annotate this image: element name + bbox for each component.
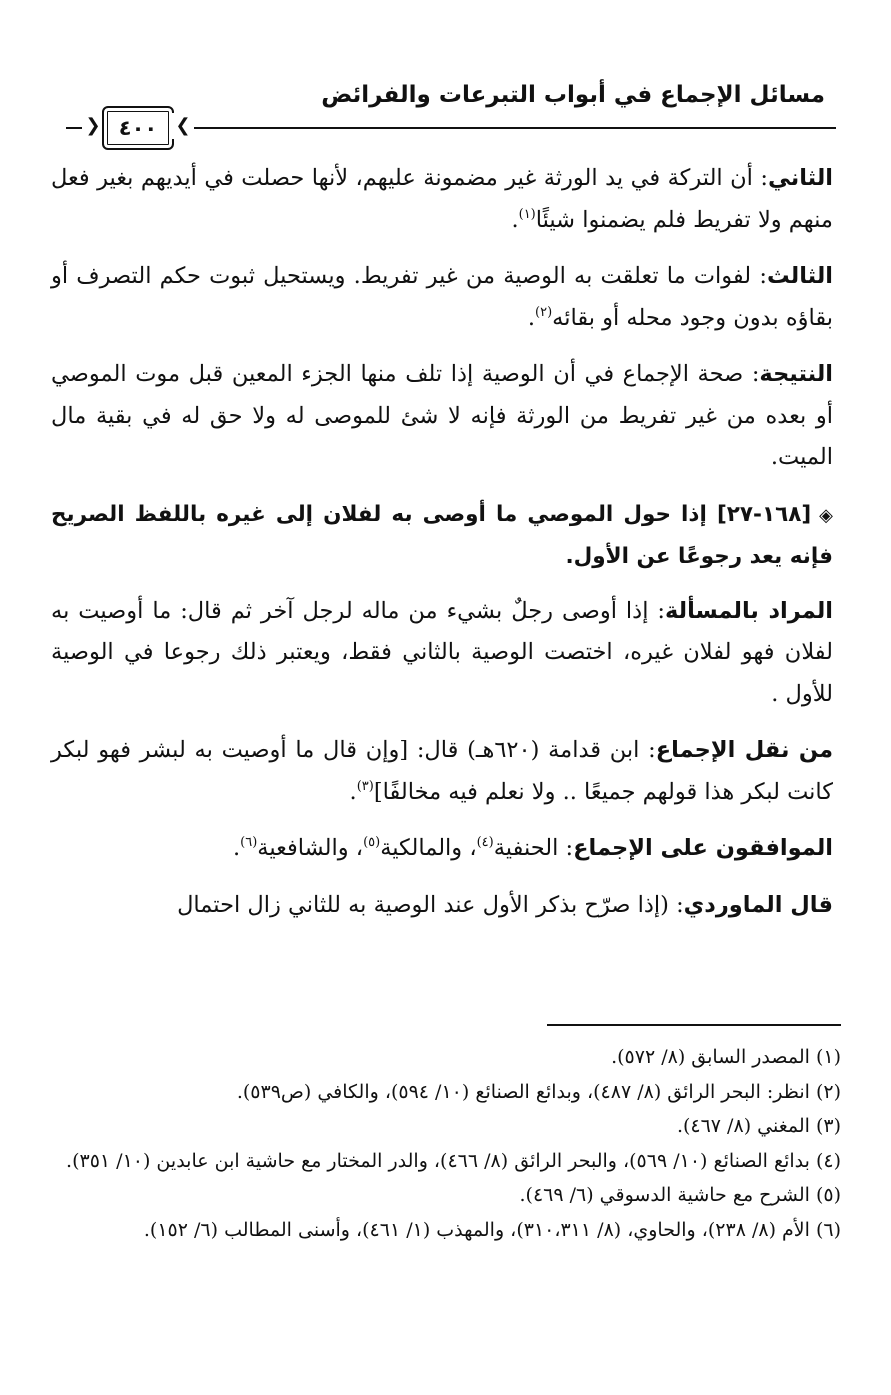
issue-number: [١٦٨-٢٧] (716, 501, 812, 527)
paragraph-agreeing-schools: الموافقون على الإجماع: الحنفية$^{(٤)}$، والمالكية$^{(٥)}$، والشافعية$^{(٦)}$. (232, 835, 833, 861)
footnote-6 (51, 1213, 841, 1248)
footnotes (51, 1040, 841, 1247)
footnote-number: (٦) (815, 1218, 841, 1241)
footnote-text: المصدر السابق (٨/ ٥٧٢). (611, 1046, 810, 1068)
paragraph-lead: النتيجة (759, 361, 833, 387)
diamond-bullet-icon: ◈ (819, 504, 833, 526)
footnote-text: بدائع الصنائع (١٠/ ٥٦٩)، والبحر الرائق (٨/ ٤٦٦)، والدر المختار مع حاشية ابن عابدين (١٠/ ٣٥١). (66, 1149, 810, 1172)
footnote-number: (٥) (815, 1184, 841, 1206)
footnote-text: الأم (٨/ ٢٣٨)، والحاوي، (٨/ ٣١٠،٣١١)، والمهذب (١/ ٤٦١)، وأسنى المطالب (٦/ ١٥٢). (143, 1218, 810, 1241)
paragraph-consensus-source: من نقل الإجماع: ابن قدامة (٦٢٠هـ) قال: [وإن قال ما أوصيت به لبشر فهو لبكر كانت لبكر هذا قولهم جميعًا .. ولا نعلم فيه مخالفًا]$^{(٣)}$. (51, 737, 833, 805)
paragraph-lead: المراد بالمسألة (664, 597, 833, 624)
issue-heading (51, 494, 833, 578)
footnote-3 (51, 1109, 841, 1144)
footnote-ref[interactable]: (٦) (240, 835, 258, 850)
paragraph-result (51, 354, 833, 479)
paragraph-mawardi (51, 885, 833, 927)
footnote-1 (51, 1040, 841, 1075)
paragraph-meaning (51, 591, 833, 716)
paragraph-lead: من نقل الإجماع (655, 737, 833, 763)
footnote-ref[interactable]: (١) (518, 206, 536, 222)
footnote-number: (٣) (815, 1115, 841, 1137)
issue-heading-text: إذا حول الموصي ما أوصى به لفلان إلى غيره باللفظ الصريح فإنه يعد رجوعًا عن الأول. (51, 501, 833, 569)
footnote-ref[interactable]: (٥) (363, 835, 381, 850)
paragraph-third-reason: الثالث: لفوات ما تعلقت به الوصية من غير تفريط. ويستحيل ثبوت حكم التصرف أو بقاؤه بدون وجود محله أو بقائه$^{(٢)}$. (51, 263, 833, 331)
paragraph-text: : إذا أوصى رجلٌ بشيء من ماله لرجل آخر ثم قال: ما أوصيت به لفلان فهو لفلان غيره، اختصت الوصية بالثاني فقط، ويعتبر ذلك رجوعا في الوصية للأول . (51, 597, 833, 707)
footnote-text: المغني (٨/ ٤٦٧). (676, 1115, 810, 1137)
paragraph-lead: قال الماوردي (683, 891, 833, 918)
footnote-5 (51, 1178, 841, 1213)
footnote-separator (547, 1024, 841, 1026)
footnote-text: الشرح مع حاشية الدسوقي (٦/ ٤٦٩). (519, 1184, 810, 1206)
paragraph-lead: الثالث (766, 263, 833, 289)
paragraph-second-reason: الثاني: أن التركة في يد الورثة غير مضمونة عليهم، لأنها حصلت في أيديهم بغير فعل منهم ولا تفريط فلم يضمنوا شيئًا$^{(١)}$. (51, 165, 833, 233)
paragraph-text: : أن التركة في يد الورثة غير مضمونة عليهم، لأنها حصلت في أيديهم بغير فعل منهم ولا تفريط فلم يضمنوا شيئًا (51, 165, 833, 233)
footnote-number: (٢) (815, 1080, 841, 1103)
running-header-title: مسائل الإجماع في أبواب التبرعات والفرائض (321, 82, 825, 108)
paragraph-lead: الثاني (767, 165, 833, 191)
footnote-ref[interactable]: (٣) (356, 778, 374, 794)
paragraph-text: : ابن قدامة (٦٢٠هـ) قال: [وإن قال ما أوصيت به لبشر فهو لبكر كانت لبكر هذا قولهم جميعًا .. ولا نعلم فيه مخالفًا] (51, 737, 833, 805)
paragraph-lead: الموافقون على الإجماع (573, 835, 833, 861)
ornament-left-icon: ❮ (82, 113, 104, 139)
footnote-ref[interactable]: (٤) (476, 835, 494, 850)
ornament-right-icon: ❯ (172, 113, 194, 139)
paragraph-text: : صحة الإجماع في أن الوصية إذا تلف منها الجزء المعين قبل موت الموصي أو بعده من غير تفريط من الورثة فإنه لا شئ للموصى له ولا حق له في بقية مال الميت. (51, 361, 834, 470)
footnote-ref[interactable]: (٢) (535, 304, 553, 320)
footnote-2 (51, 1075, 841, 1110)
footnote-number: (١) (815, 1046, 841, 1068)
footnote-number: (٤) (815, 1149, 841, 1172)
footnote-4 (51, 1144, 841, 1179)
paragraph-text: : لفوات ما تعلقت به الوصية من غير تفريط. ويستحيل ثبوت حكم التصرف أو بقاؤه بدون وجود محله أو بقائه (51, 263, 833, 331)
paragraph-text: : (إذا صرّح بذكر الأول عند الوصية به للثاني زال احتمال (177, 891, 684, 918)
main-text (51, 158, 833, 941)
footnote-text: انظر: البحر الرائق (٨/ ٤٨٧)، وبدائع الصنائع (١٠/ ٥٩٤)، والكافي (ص٥٣٩). (236, 1080, 810, 1103)
page-number: ٤٠٠ (102, 106, 174, 150)
